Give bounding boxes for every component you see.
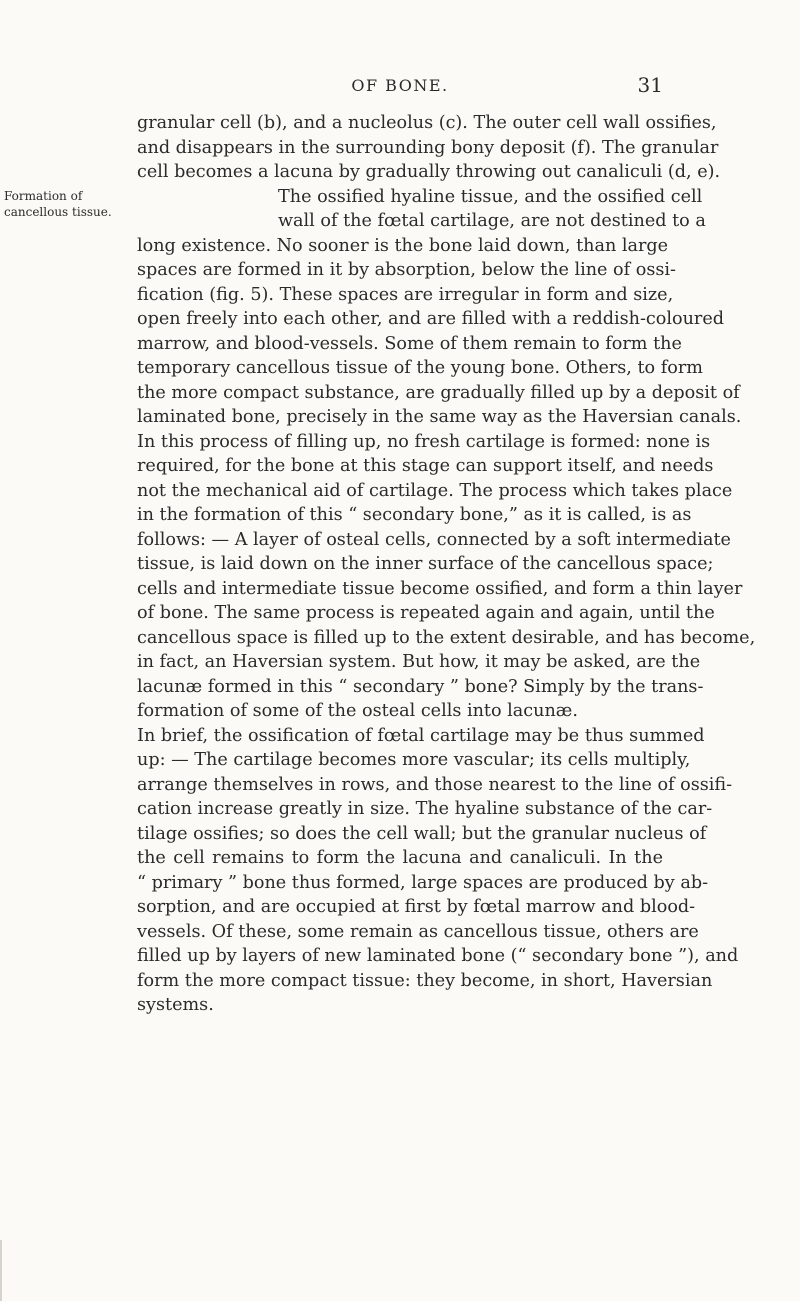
text-line: systems.: [137, 995, 214, 1015]
text-line: up: — The cartilage becomes more vascular; its cells multiply,: [137, 750, 691, 770]
text-line: vessels. Of these, some remain as cancellous tissue, others are: [137, 921, 699, 942]
text-line: open freely into each other, and are filled with a reddish-coloured: [137, 309, 725, 329]
margin-note-line: cancellous tissue.: [4, 204, 112, 219]
margin-note-line: Formation of: [4, 188, 83, 203]
running-head: OF BONE.: [351, 76, 449, 95]
page-header: [0, 73, 800, 102]
text-line: cancellous space is filled up to the extent desirable, and has become,: [137, 627, 756, 648]
text-line: arrange themselves in rows, and those nearest to the line of ossifi-: [137, 774, 733, 795]
text-line: lacunæ formed in this “ secondary ” bone? Simply by the trans-: [137, 676, 704, 697]
text-line: and disappears in the surrounding bony deposit (f). The granular: [137, 137, 719, 158]
text-line: sorption, and are occupied at first by fœtal marrow and blood-: [137, 897, 696, 917]
text-line: tissue, is laid down on the inner surface of the cancellous space;: [137, 554, 714, 574]
text-line: the more compact substance, are gradually filled up by a deposit of: [137, 382, 740, 403]
text-line: cells and intermediate tissue become ossified, and form a thin layer: [137, 578, 743, 599]
text-line: In brief, the ossification of fœtal cartilage may be thus summed: [137, 725, 705, 746]
text-line: of bone. The same process is repeated again and again, until the: [137, 603, 715, 623]
text-line: fication (fig. 5). These spaces are irregular in form and size,: [137, 284, 674, 305]
sidenote-row: [4, 185, 703, 219]
text-line: in fact, an Haversian system. But how, it may be asked, are the: [137, 652, 701, 672]
text-line: not the mechanical aid of cartilage. The process which takes place: [137, 480, 733, 501]
text-line: The ossified hyaline tissue, and the ossified cell: [278, 186, 703, 207]
text-line: temporary cancellous tissue of the young bone. Others, to form: [137, 358, 703, 378]
text-line: tilage ossifies; so does the cell wall; but the granular nucleus of: [137, 823, 707, 844]
text-line: form the more compact tissue: they become, in short, Haversian: [137, 970, 713, 991]
text-line: cell becomes a lacuna by gradually throwing out canaliculi (d, e).: [137, 162, 721, 182]
text-line: cation increase greatly in size. The hyaline substance of the car-: [137, 799, 713, 819]
page-number: 31: [637, 73, 663, 97]
text-line: “ primary ” bone thus formed, large spaces are produced by ab-: [137, 872, 709, 893]
text-line: filled up by layers of new laminated bone (“ secondary bone ”), and: [137, 946, 739, 966]
body-text: [4, 111, 756, 1018]
page-edge-shadow: [0, 1240, 2, 1301]
text-line: marrow, and blood-vessels. Some of them remain to form the: [137, 333, 682, 354]
text-line: In this process of filling up, no fresh cartilage is formed: none is: [137, 431, 711, 452]
text-line: long existence. No sooner is the bone laid down, than large: [137, 235, 669, 256]
text-line: formation of some of the osteal cells into lacunæ.: [137, 701, 578, 721]
text-line: follows: — A layer of osteal cells, connected by a soft intermediate: [137, 529, 731, 550]
text-line: granular cell (b), and a nucleolus (c). The outer cell wall ossifies,: [137, 113, 717, 133]
text-line: spaces are formed in it by absorption, below the line of ossi-: [137, 260, 676, 280]
text-line: required, for the bone at this stage can support itself, and needs: [137, 456, 714, 476]
margin-note: [4, 188, 134, 220]
text-line: the cell remains to form the lacuna and canaliculi. In the: [137, 848, 663, 868]
text-line: in the formation of this “ secondary bone,” as it is called, is as: [137, 505, 692, 525]
text-line: laminated bone, precisely in the same way as the Haversian canals.: [137, 407, 742, 427]
text-line: wall of the fœtal cartilage, are not destined to a: [278, 211, 706, 231]
